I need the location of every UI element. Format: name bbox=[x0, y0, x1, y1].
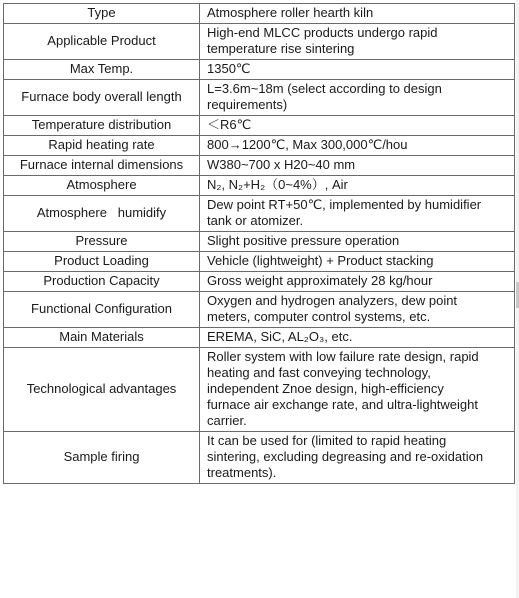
table-row bbox=[4, 328, 515, 348]
row-label: Type bbox=[4, 4, 200, 24]
row-label: Rapid heating rate bbox=[4, 136, 200, 156]
row-value: EREMA, SiC, AL₂O₃, etc. bbox=[200, 328, 515, 348]
row-value: W380~700 x H20~40 mm bbox=[200, 156, 515, 176]
row-label: Product Loading bbox=[4, 252, 200, 272]
table-row bbox=[4, 4, 515, 24]
row-label: Functional Configuration bbox=[4, 292, 200, 328]
row-label: Temperature distribution bbox=[4, 116, 200, 136]
row-value: 1350℃ bbox=[200, 60, 515, 80]
row-value: L=3.6m~18m (select according to design requirements) bbox=[200, 80, 515, 116]
table-row bbox=[4, 196, 515, 232]
table-row bbox=[4, 136, 515, 156]
row-label: Main Materials bbox=[4, 328, 200, 348]
row-label: Max Temp. bbox=[4, 60, 200, 80]
row-label: Applicable Product bbox=[4, 24, 200, 60]
row-value: ＜R6℃ bbox=[200, 116, 515, 136]
row-label: Atmosphere humidify bbox=[4, 196, 200, 232]
table-row bbox=[4, 272, 515, 292]
table-row bbox=[4, 24, 515, 60]
row-value: High-end MLCC products undergo rapid temperature rise sintering bbox=[200, 24, 515, 60]
row-value: It can be used for (limited to rapid heating sintering, excluding degreasing and re-oxidation treatments). bbox=[200, 432, 515, 484]
row-value: Atmosphere roller hearth kiln bbox=[200, 4, 515, 24]
table-row bbox=[4, 116, 515, 136]
table-row bbox=[4, 176, 515, 196]
table-row bbox=[4, 80, 515, 116]
row-label: Pressure bbox=[4, 232, 200, 252]
spec-table bbox=[3, 3, 515, 484]
row-value: Oxygen and hydrogen analyzers, dew point meters, computer control systems, etc. bbox=[200, 292, 515, 328]
row-value: N₂, N₂+H₂（0~4%）, Air bbox=[200, 176, 515, 196]
table-row bbox=[4, 252, 515, 272]
row-value: 800→1200℃, Max 300,000℃/hou bbox=[200, 136, 515, 156]
table-row bbox=[4, 432, 515, 484]
row-label: Technological advantages bbox=[4, 348, 200, 432]
table-row bbox=[4, 60, 515, 80]
row-value: Gross weight approximately 28 kg/hour bbox=[200, 272, 515, 292]
row-label: Furnace internal dimensions bbox=[4, 156, 200, 176]
table-row bbox=[4, 232, 515, 252]
row-value: Slight positive pressure operation bbox=[200, 232, 515, 252]
row-label: Atmosphere bbox=[4, 176, 200, 196]
table-row bbox=[4, 156, 515, 176]
spec-table-body bbox=[4, 4, 515, 484]
table-row bbox=[4, 348, 515, 432]
row-label: Production Capacity bbox=[4, 272, 200, 292]
row-label: Sample firing bbox=[4, 432, 200, 484]
row-value: Dew point RT+50℃, implemented by humidifier tank or atomizer. bbox=[200, 196, 515, 232]
row-label: Furnace body overall length bbox=[4, 80, 200, 116]
table-row bbox=[4, 292, 515, 328]
row-value: Roller system with low failure rate design, rapid heating and fast conveying technology, independent Znoe design, high-efficiency furnace air exchange rate, and ultra-lightweight carrier. bbox=[200, 348, 515, 432]
row-value: Vehicle (lightweight) + Product stacking bbox=[200, 252, 515, 272]
